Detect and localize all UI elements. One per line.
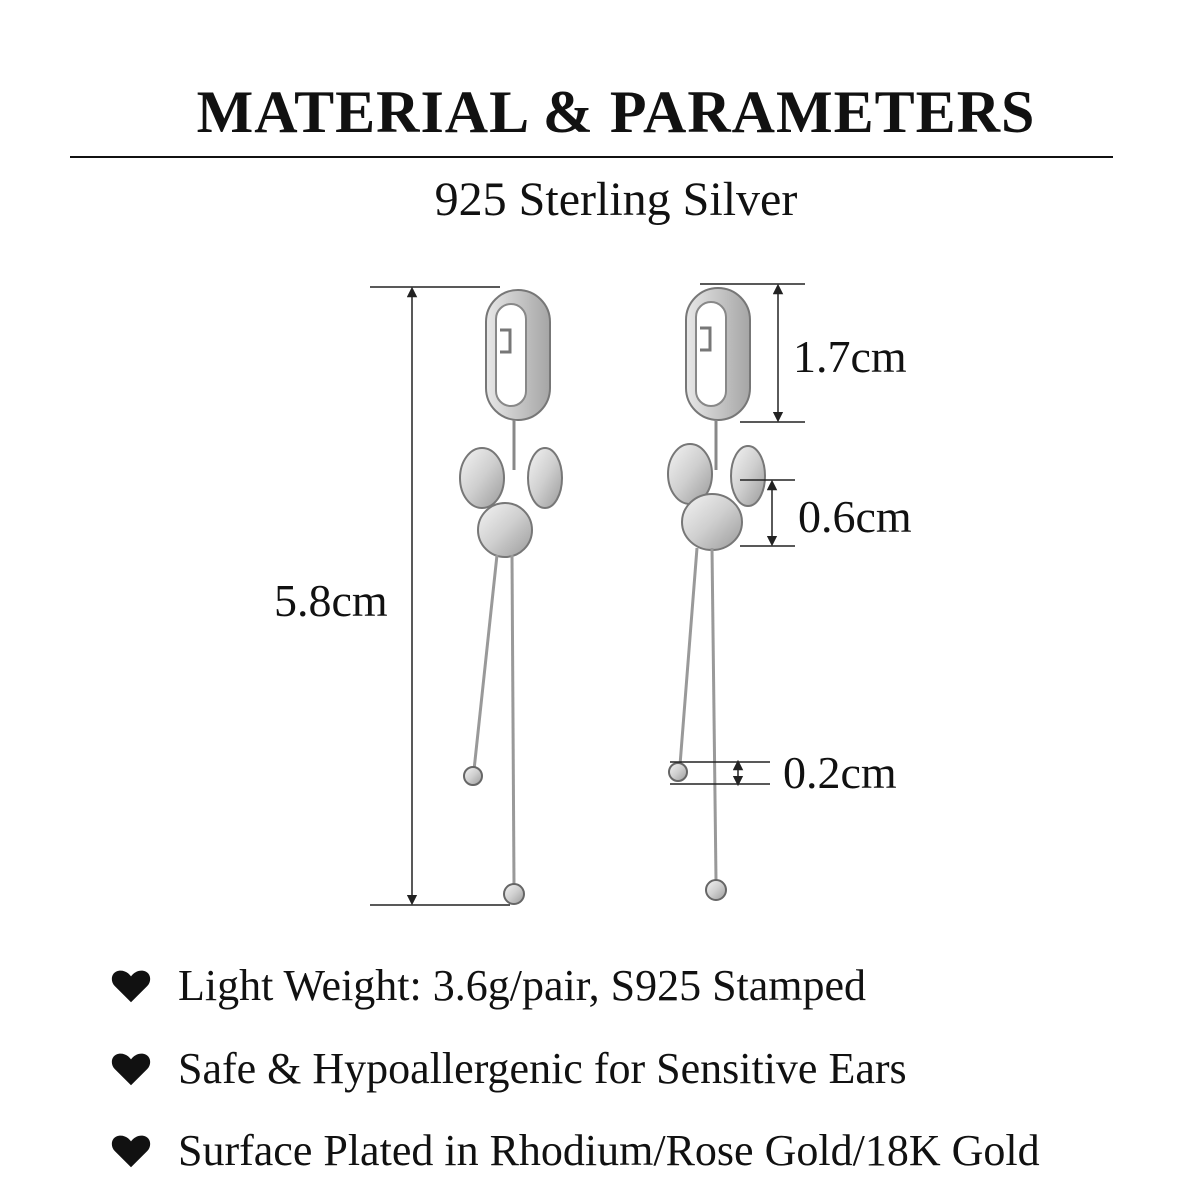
list-item	[108, 1038, 907, 1098]
heart-icon	[108, 1127, 154, 1173]
right-chains	[669, 548, 726, 900]
hoop-height-label: 1.7cm	[793, 331, 907, 382]
left-chains	[464, 555, 524, 904]
page-title: MATERIAL & PARAMETERS	[196, 79, 1036, 145]
list-item	[108, 955, 866, 1015]
heart-icon	[108, 1045, 154, 1091]
heart-icon	[108, 962, 154, 1008]
material-subtitle: 925 Sterling Silver	[434, 173, 798, 226]
total-length-label: 5.8cm	[274, 575, 388, 626]
feature-text: Safe & Hypoallergenic for Sensitive Ears	[178, 1043, 907, 1093]
right-earring	[668, 288, 765, 900]
left-hoop	[486, 290, 550, 420]
bead-size-label: 0.2cm	[783, 747, 897, 798]
disc-size-label: 0.6cm	[798, 491, 912, 542]
left-earring	[460, 290, 562, 904]
left-discs	[460, 420, 562, 557]
right-discs	[668, 420, 765, 550]
feature-text: Surface Plated in Rhodium/Rose Gold/18K Gold	[178, 1125, 1040, 1175]
right-hoop	[686, 288, 750, 420]
list-item	[108, 1120, 1040, 1180]
feature-text: Light Weight: 3.6g/pair, S925 Stamped	[178, 960, 867, 1010]
